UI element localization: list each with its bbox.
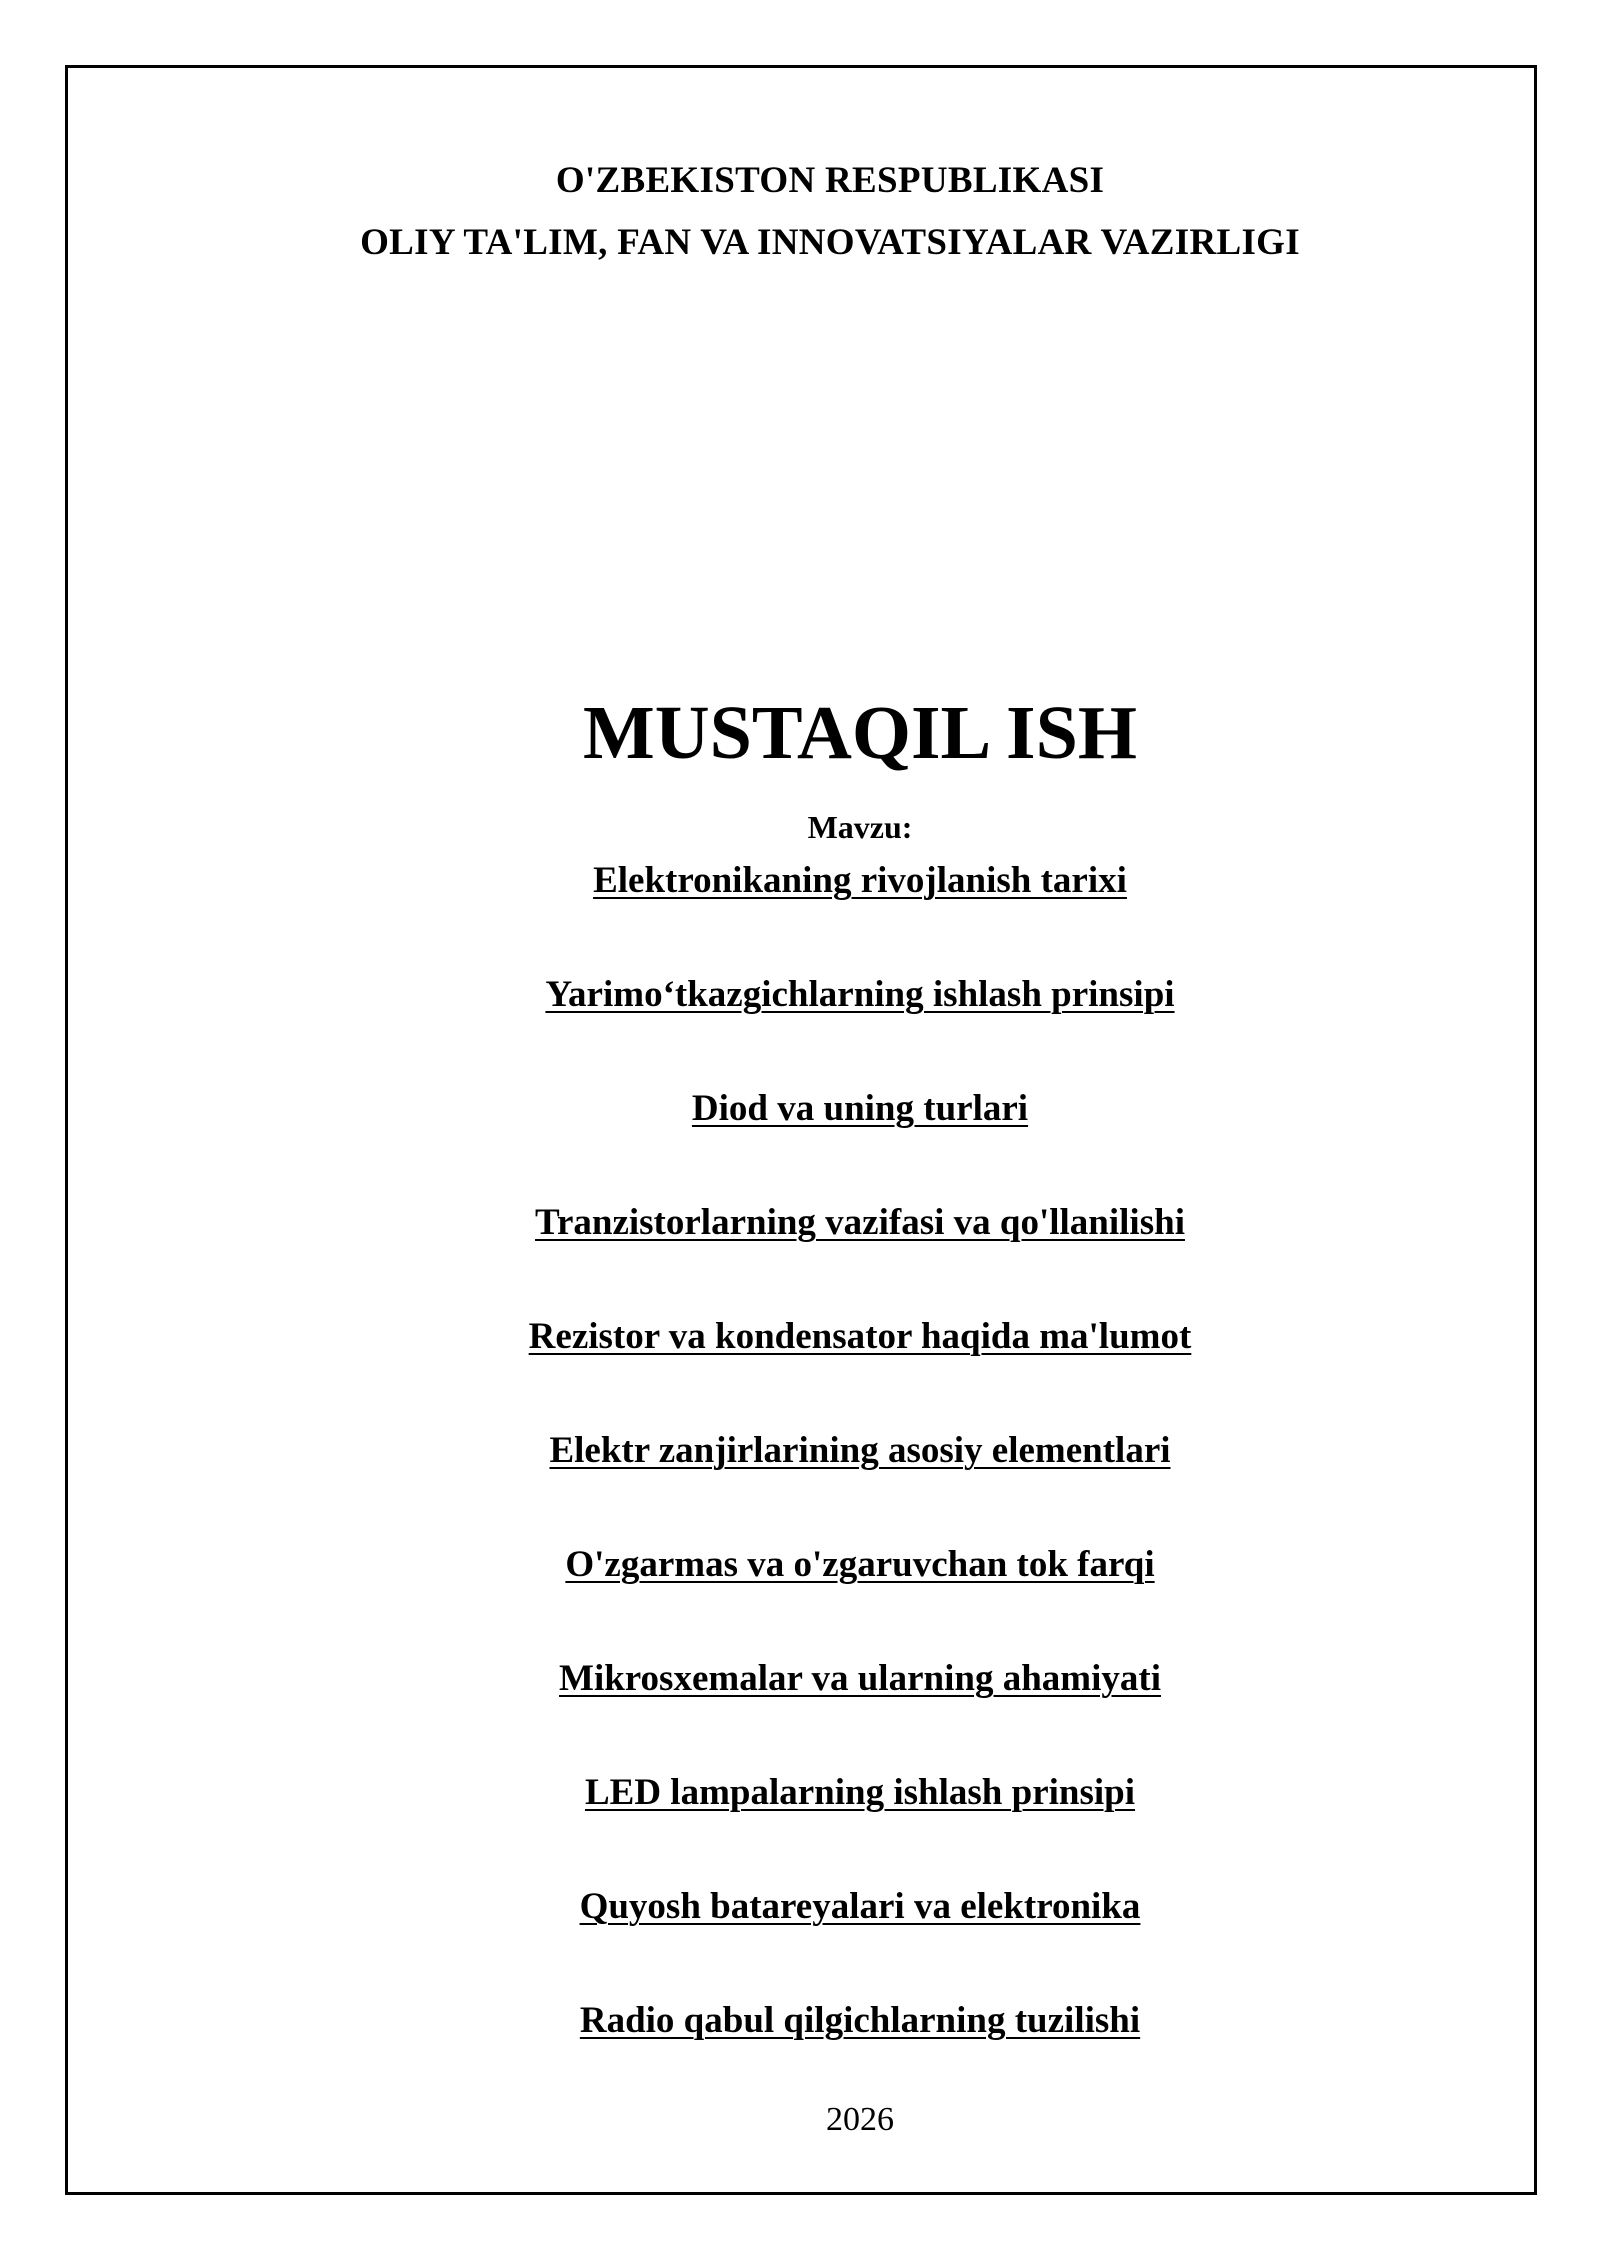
topic-item xyxy=(120,969,1600,1083)
topic-item xyxy=(120,1881,1600,1995)
topic-item xyxy=(120,1539,1600,1653)
topic-item xyxy=(120,1425,1600,1539)
topic-text: Quyosh batareyalari va elektronika xyxy=(579,1886,1141,1927)
topic-text: O'zgarmas va o'zgaruvchan tok farqi xyxy=(565,1544,1155,1585)
topic-text: Diod va uning turlari xyxy=(691,1088,1029,1129)
topic-text: Elektr zanjirlarining asosiy elementlari xyxy=(549,1430,1171,1471)
document-title: MUSTAQIL ISH xyxy=(583,691,1137,775)
topic-text: Yarimo‘tkazgichlarning ishlash prinsipi xyxy=(545,974,1175,1015)
topic-text: Tranzistorlarning vazifasi va qo'llanilishi xyxy=(535,1202,1185,1243)
topic-item xyxy=(120,1653,1600,1767)
ministry-name: OLIY TA'LIM, FAN VA INNOVATSIYALAR VAZIRLIGI xyxy=(360,222,1300,263)
topic-text: LED lampalarning ishlash prinsipi xyxy=(584,1772,1136,1813)
country-name: O'ZBEKISTON RESPUBLIKASI xyxy=(555,160,1105,201)
topic-item xyxy=(120,1995,1600,2109)
topic-item xyxy=(120,1197,1600,1311)
topic-item xyxy=(120,855,1600,969)
topic-text: Radio qabul qilgichlarning tuzilishi xyxy=(579,2000,1141,2041)
institution-header xyxy=(0,150,1600,274)
topic-item xyxy=(120,1311,1600,1425)
topic-label: Mavzu: xyxy=(807,809,913,845)
topic-text: Mikrosxemalar va ularning ahamiyati xyxy=(559,1658,1161,1699)
topic-item xyxy=(120,1083,1600,1197)
topic-text: Elektronikaning rivojlanish tarixi xyxy=(593,860,1127,901)
topic-text: Rezistor va kondensator haqida ma'lumot xyxy=(528,1316,1192,1357)
topic-item xyxy=(120,1767,1600,1881)
topic-list xyxy=(0,855,1600,2109)
document-year: 2026 xyxy=(826,2101,894,2138)
